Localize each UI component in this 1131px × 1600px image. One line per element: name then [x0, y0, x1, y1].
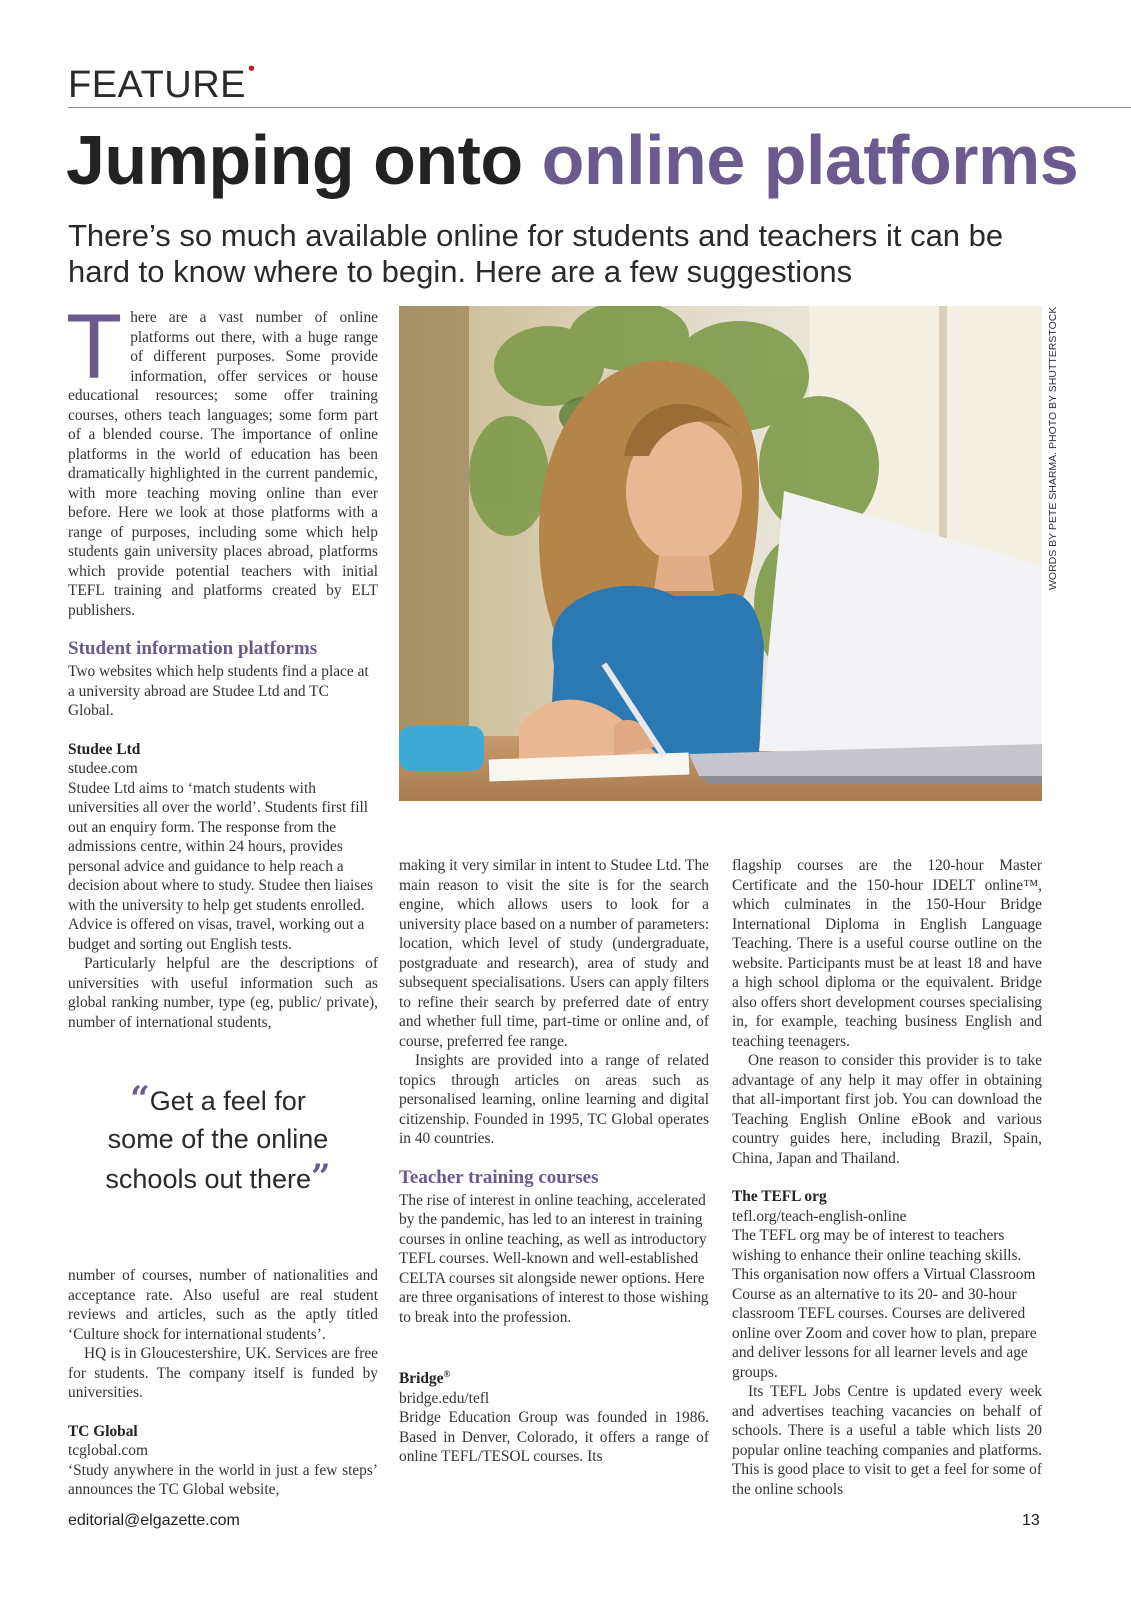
intro-paragraph	[66, 296, 378, 620]
teflorg-paragraph-2: Its TEFL Jobs Centre is updated every week and advertises teaching vacancies on behalf of schools. There is a useful a table which lists 20 popular online teaching companies and platforms. This is good place to visit to get a feel for some of the online schools	[732, 1383, 1042, 1498]
pull-quote	[100, 1080, 336, 1198]
standfirst: There’s so much available online for students and teachers it can be hard to know where to begin. Here are a few suggestions	[68, 218, 1004, 289]
bridge-url[interactable]: bridge.edu/tefl	[399, 1389, 490, 1407]
header-rule	[68, 107, 1131, 108]
footer-email[interactable]: editorial@elgazette.com	[68, 1512, 240, 1529]
studee-heading: Studee Ltd	[68, 740, 141, 758]
teflorg-url[interactable]: tefl.org/teach-english-online	[732, 1207, 907, 1225]
close-quote-icon: ”	[311, 1157, 331, 1197]
tcglobal-paragraph-2: making it very similar in intent to Studee Ltd. The main reason to visit the site is for the search engine, which allows users to look for a university place based on a number of parameters: location, which level of study (undergraduate, postgraduate and research), area of study and subsequent specialisations. Users can apply filters to refine their search by preferred date of entry and whether full time, part-time or online and, of course, preferred fee range.	[399, 857, 709, 1050]
student-section-heading: Student information platforms	[68, 638, 318, 659]
bridge-paragraph-2: flagship courses are the 120-hour Master Certificate and the 150-hour IDELT online™, which culminates in the 150-Hour Bridge International Diploma in English Language Teaching. There is a useful course outline on the website. Participants must be at least 18 and have a high school diploma or the equivalent. Bridge also offers short development courses specialising in, for example, teaching business English and teaching teenagers.	[732, 857, 1042, 1050]
open-quote-icon: “	[130, 1079, 150, 1119]
title-part-1: Jumping onto	[66, 121, 542, 199]
section-label	[68, 58, 256, 107]
studee-paragraph-2: Particularly helpful are the descriptions of universities with useful information such as global ranking number, type (eg, public/ private), number of international students,	[68, 955, 378, 1031]
section-label-text: FEATURE	[68, 64, 247, 106]
tcglobal-paragraph-3: Insights are provided into a range of related topics through articles on areas such as personalised learning, online learning and digital citizenship. Founded in 1995, TC Global operates in 40 countries.	[399, 1052, 709, 1147]
tcglobal-paragraph-1: ‘Study anywhere in the world in just a few steps’ announces the TC Global website,	[68, 1461, 378, 1498]
column-3	[732, 856, 1042, 1499]
studee-paragraph-3: number of courses, number of nationalities and acceptance rate. Also useful are real student reviews and articles, such as the aptly titled ‘Culture shock for international students’.	[68, 1267, 378, 1343]
hero-photo	[399, 306, 1042, 801]
student-section-intro: Two websites which help students find a place at a university abroad are Studee Ltd and TC Global.	[68, 663, 369, 719]
column-1-top	[66, 296, 378, 1032]
page-title	[66, 120, 1078, 200]
photo-credit-text: WORDS BY PETE SHARMA. PHOTO BY SHUTTERSTOCK	[1047, 306, 1059, 590]
teflorg-paragraph-1: The TEFL org may be of interest to teachers wishing to enhance their online teaching skills. This organisation now offers a Virtual Classroom Course as an alternative to its 20- and 30-hour classroom TEFL courses. Courses are delivered online over Zoom and cover how to plan, prepare and deliver lessons for all learner levels and age groups.	[732, 1227, 1037, 1381]
column-2	[399, 856, 709, 1467]
title-part-2: online platforms	[541, 121, 1079, 199]
pull-quote-text: Get a feel for some of the online schools out there	[105, 1086, 329, 1194]
teflorg-heading: The TEFL org	[732, 1188, 827, 1205]
teacher-section-heading: Teacher training courses	[399, 1166, 599, 1188]
bridge-paragraph-1: Bridge Education Group was founded in 1986. Based in Denver, Colorado, it offers a range of online TEFL/TESOL courses. Its	[399, 1409, 709, 1466]
section-dot: •	[248, 58, 256, 80]
bridge-paragraph-3: One reason to consider this provider is to take advantage of any help it may offer in obtaining that all-important first job. You can download the Teaching English Online eBook and various country guides here, including Brazil, Spain, China, Japan and Thailand.	[732, 1052, 1042, 1167]
bridge-reg-mark: ®	[443, 1369, 451, 1379]
bridge-heading	[399, 1365, 709, 1389]
studee-url[interactable]: studee.com	[68, 760, 138, 777]
studee-paragraph-4: HQ is in Gloucestershire, UK. Services are free for students. The company itself is funded by universities.	[68, 1345, 378, 1401]
tcglobal-heading: TC Global	[68, 1422, 138, 1440]
studee-paragraph-1: Studee Ltd aims to ‘match students with universities all over the world’. Students first fill out an enquiry form. The response from the admissions centre, within 24 hours, provides personal advice and guidance to help reach a decision about where to study. Studee then liaises with the university to help get students enrolled. Advice is offered on visas, travel, working out a budget and sorting out English tests.	[68, 779, 374, 953]
student-laptop-photo	[399, 306, 1042, 801]
tcglobal-url[interactable]: tcglobal.com	[68, 1442, 148, 1459]
bridge-name: Bridge	[399, 1370, 444, 1388]
page-number: 13	[1022, 1512, 1040, 1529]
teacher-section-intro: The rise of interest in online teaching, accelerated by the pandemic, has led to an interest in training courses in online teaching, as well as introductory TEFL courses. Well-known and well-established CELTA courses sit alongside newer options. Here are three organisations of interest to those wishing to break into the profession.	[399, 1191, 709, 1326]
dropcap: T	[66, 296, 123, 398]
photo-credit	[1044, 306, 1064, 596]
intro-text: here are a vast number of online platforms out there, with a huge range of different purposes. Some provide information, offer services or house educational resources; some offer training courses, others teach languages; some form part of a blended course. The importance of online platforms in the world of education has been dramatically highlighted in the current pandemic, with more teaching moving online than ever before. Here we look at those platforms with a range of purposes, including some which help students gain university places abroad, platforms which provide potential teachers with initial TEFL training and platforms created by ELT publishers.	[68, 309, 378, 619]
column-1-bottom	[68, 1266, 378, 1500]
